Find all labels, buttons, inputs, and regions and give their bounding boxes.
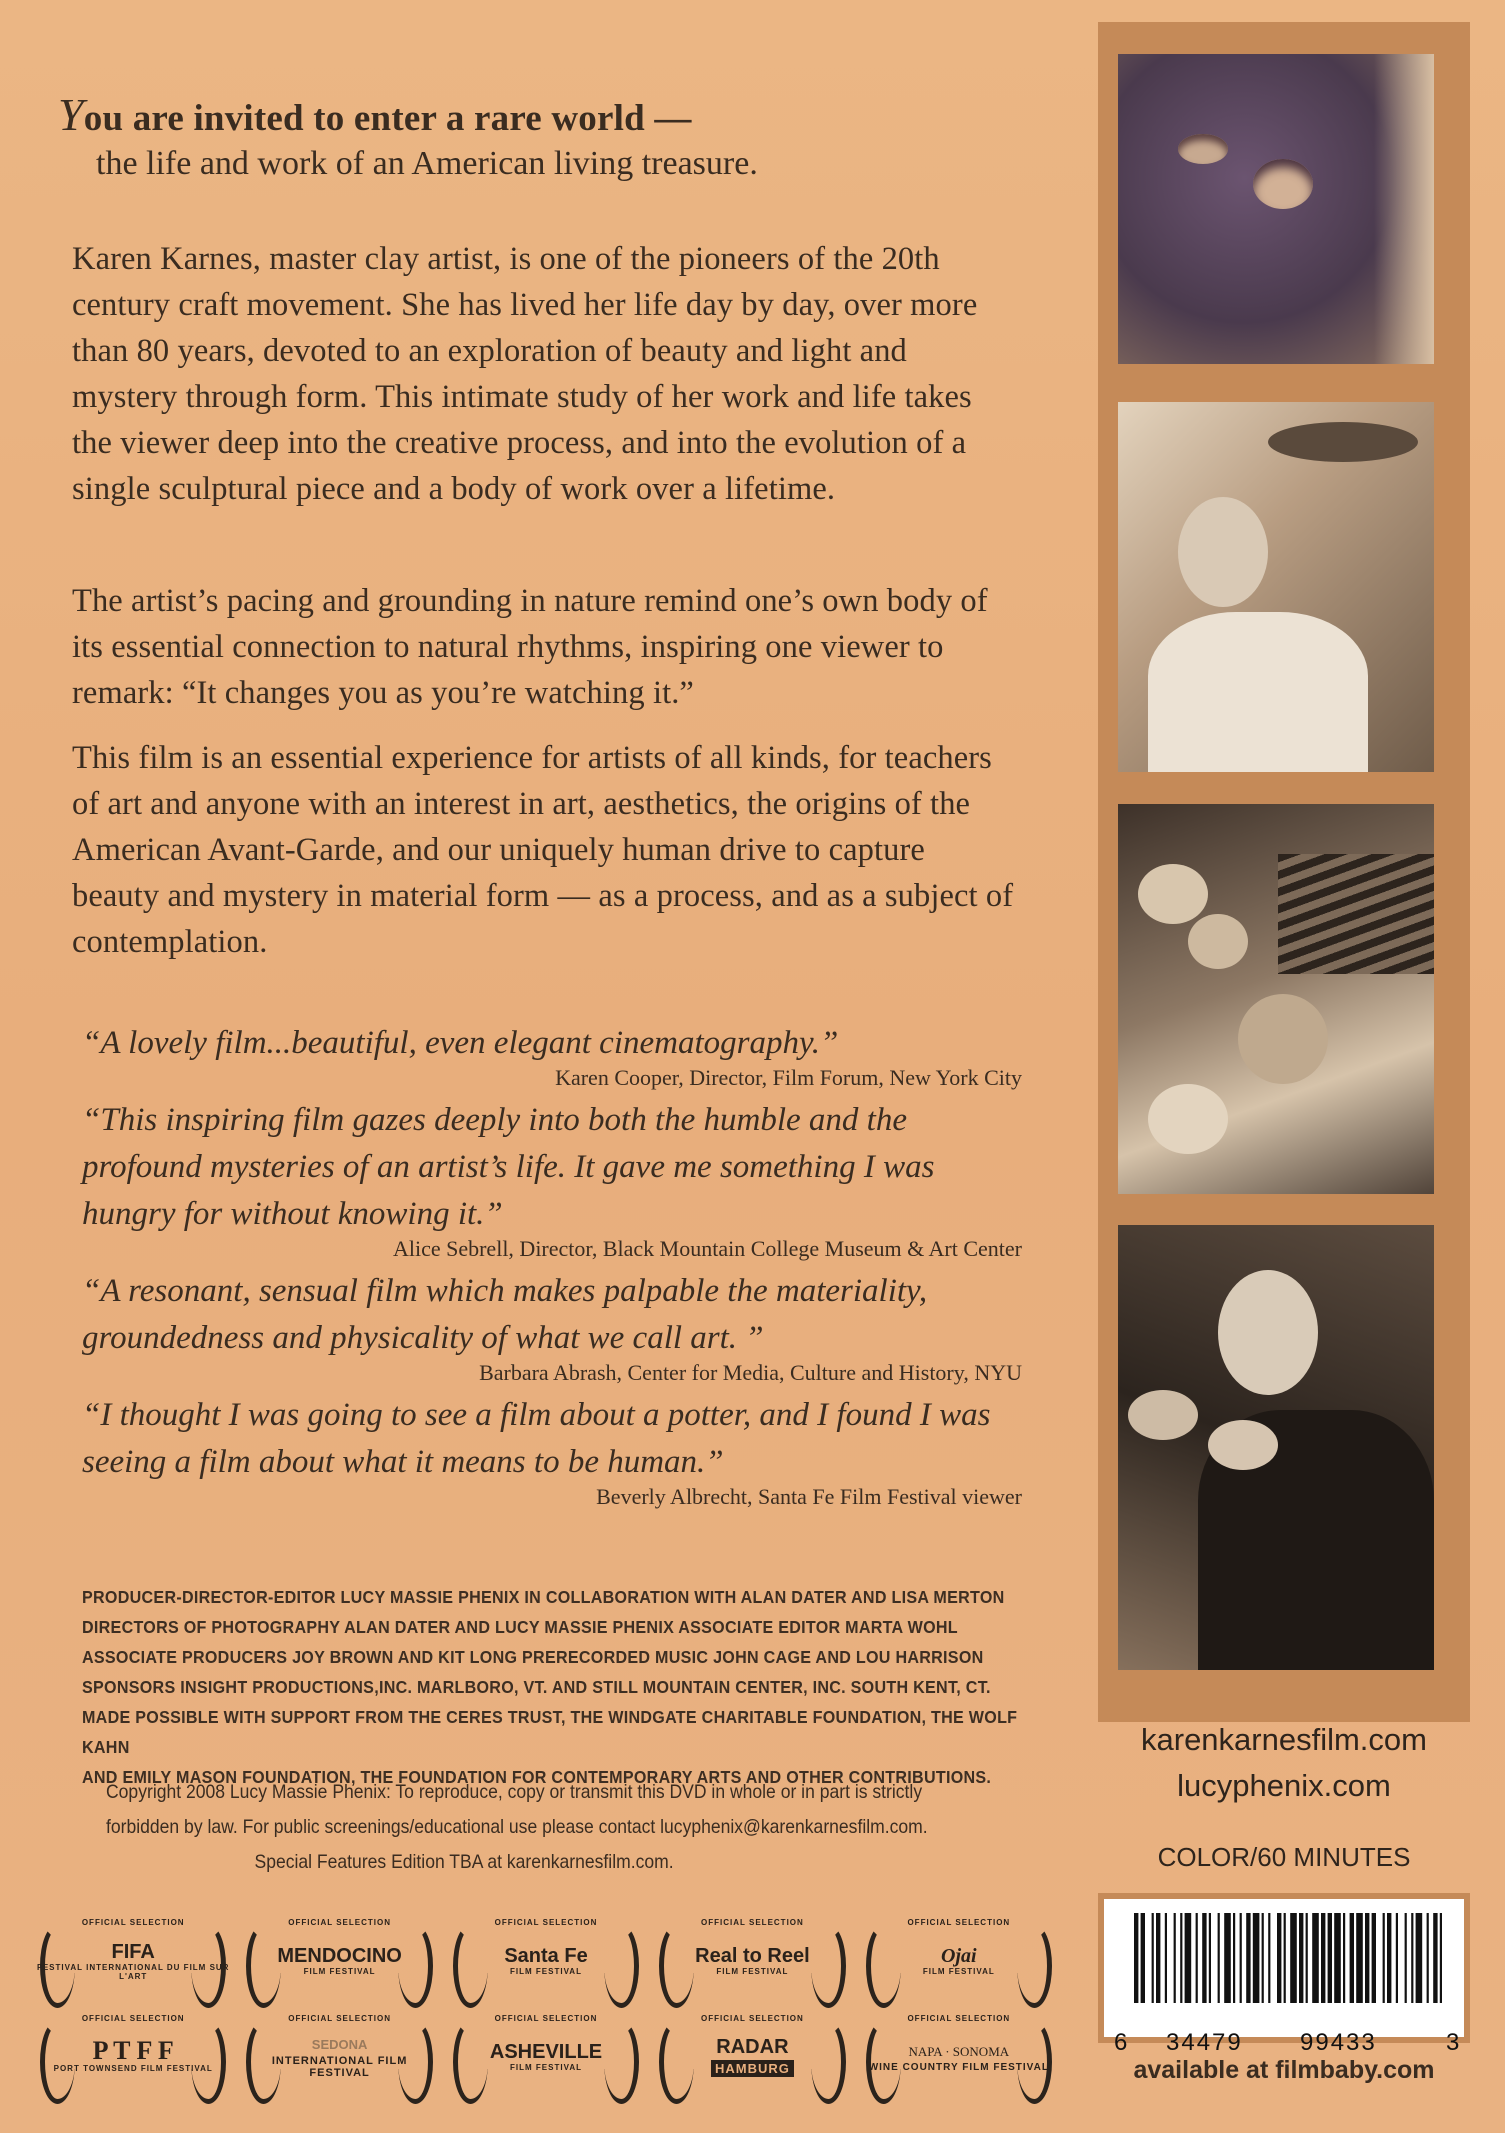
photo-artist-at-wheel [1118, 804, 1434, 1194]
barcode-bar [1343, 1913, 1345, 2003]
upc-barcode [1098, 1893, 1470, 2056]
portrait-hand-left [1128, 1390, 1198, 1440]
website-karenkarnesfilm[interactable]: karenkarnesfilm.com [1141, 1722, 1427, 1757]
barcode-bar [1262, 1913, 1264, 2003]
barcode-bar [1440, 1913, 1442, 2003]
vessel-background [1374, 54, 1434, 364]
barcode-bar [1312, 1913, 1319, 2003]
laurel-official-label: OFFICIAL SELECTION [701, 2014, 804, 2023]
barcode-bar [1372, 1913, 1376, 2003]
credit-line-3: ASSOCIATE PRODUCERS JOY BROWN AND KIT LONG PRERECORDED MUSIC JOHN CAGE AND LOU HARRISON [82, 1647, 984, 1667]
laurel-sub: PORT TOWNSEND FILM FESTIVAL [53, 2064, 213, 2073]
barcode-bar [1233, 1913, 1235, 2003]
photo-artist-lifting-piece [1118, 402, 1434, 772]
barcode-bar [1405, 1913, 1407, 2003]
barcode-bar [1299, 1913, 1303, 2003]
barcode-bar [1134, 1913, 1138, 2003]
laurel-official-label: OFFICIAL SELECTION [494, 1918, 598, 1927]
bowl [1148, 1084, 1228, 1154]
barcode-bar [1387, 1913, 1391, 2003]
barcode-bar [1334, 1913, 1341, 2003]
laurel-sub: FILM FESTIVAL [716, 1967, 789, 1976]
barcode-bar [1427, 1913, 1429, 2003]
barcode-bar [1306, 1913, 1308, 2003]
laurel-sub: FILM FESTIVAL [303, 1967, 376, 1976]
barcode-bar [1411, 1913, 1413, 2003]
barcode-bar [1350, 1913, 1354, 2003]
laurel-real-to-reel [655, 1918, 849, 2004]
photo-artist-portrait [1118, 1225, 1434, 1670]
laurel-radar-hamburg [655, 2014, 849, 2100]
laurel-official-label: OFFICIAL SELECTION [907, 1918, 1011, 1927]
copyright-line-2: forbidden by law. For public screenings/educational use please contact lucyphenix@karenkarnesfilm.com. [106, 1816, 928, 1838]
credit-line-2: DIRECTORS OF PHOTOGRAPHY ALAN DATER AND LUCY MASSIE PHENIX ASSOCIATE EDITOR MARTA WOHL [82, 1617, 958, 1637]
laurel-sub: WINE COUNTRY FILM FESTIVAL [868, 2061, 1049, 2073]
barcode-bar [1277, 1913, 1281, 2003]
barcode-digits-right: 99433 [1300, 2029, 1377, 2056]
barcode-bar [1246, 1913, 1250, 2003]
credit-line-1: PRODUCER-DIRECTOR-EDITOR LUCY MASSIE PHENIX IN COLLABORATION WITH ALAN DATER AND LISA MERTON [82, 1587, 1005, 1607]
barcode-bar [1268, 1913, 1270, 2003]
production-credits [82, 1582, 1039, 1792]
tagline [58, 88, 1038, 183]
photo-strip [1098, 22, 1470, 1722]
quote-2-attribution: Alice Sebrell, Director, Black Mountain College Museum & Art Center [392, 1236, 1022, 1261]
laurel-official-label: OFFICIAL SELECTION [907, 2014, 1011, 2023]
laurel-name: Real to Reel [695, 1945, 810, 1967]
barcode-bar [1196, 1913, 1198, 2003]
laurel-sub: FESTIVAL INTERNATIONAL DU FILM SUR L'ART [36, 1962, 230, 1981]
laurel-row-2 [36, 2014, 1056, 2100]
vessel-opening-1 [1178, 134, 1228, 164]
photo-vessel [1118, 54, 1434, 364]
barcode-bar [1383, 1913, 1385, 2003]
quote-2: “This inspiring film gazes deeply into both the humble and the profound mysteries of an artist’s life. It gave me something I was hungry for without knowing it.” [82, 1102, 935, 1232]
laurel-official-label: OFFICIAL SELECTION [494, 2014, 598, 2023]
quote-4-attribution: Beverly Albrecht, Santa Fe Film Festival viewer [596, 1484, 1022, 1509]
quote-1-attribution: Karen Cooper, Director, Film Forum, New York City [555, 1065, 1022, 1090]
barcode-bar [1152, 1913, 1154, 2003]
barcode-bar [1174, 1913, 1176, 2003]
tagline-line-1 [58, 88, 1038, 141]
barcode-bar [1141, 1913, 1145, 2003]
tagline-drop-cap: Y [58, 89, 84, 140]
festival-laurels [36, 1918, 1056, 2110]
pot-1 [1138, 864, 1208, 924]
laurel-name: NAPA · SONOMA [908, 2043, 1010, 2059]
laurel-official-label: OFFICIAL SELECTION [701, 1918, 804, 1927]
copyright-line-3: Special Features Edition TBA at karenkarnesfilm.com. [254, 1851, 674, 1873]
barcode-bar [1209, 1913, 1211, 2003]
laurel-ojai [862, 1918, 1056, 2004]
laurel-name: P T F F [92, 2036, 174, 2065]
copyright-notice [106, 1775, 1024, 1880]
vessel-opening-2 [1253, 159, 1313, 209]
laurel-santa-fe [449, 1918, 643, 2004]
barcode-bar [1433, 1913, 1437, 2003]
description-paragraph-1: Karen Karnes, master clay artist, is one of the pioneers of the 20th century craft movement. She has lived her life day by day, over more than 80 years, devoted to an exploration of beauty and light and mystery through form. This intimate study of her work and life takes the viewer deep into the creative process, and into the evolution of a single sculptural piece and a body of work over a lifetime. [72, 241, 978, 507]
barcode-bar [1240, 1913, 1242, 2003]
laurel-official-label: OFFICIAL SELECTION [288, 1918, 391, 1927]
barcode-bar [1416, 1913, 1423, 2003]
laurel-sub: FILM FESTIVAL [510, 2063, 582, 2072]
laurel-mendocino [242, 1918, 436, 2004]
quote-1: “A lovely film...beautiful, even elegant cinematography.” [82, 1025, 839, 1061]
laurel-name: Santa Fe [504, 1945, 588, 1967]
laurel-name: SEDONA [311, 2037, 368, 2052]
barcode-bar [1290, 1913, 1297, 2003]
credit-line-6: AND EMILY MASON FOUNDATION, THE FOUNDATION FOR CONTEMPORARY ARTS AND OTHER CONTRIBUTIONS. [82, 1767, 992, 1787]
barcode-bar [1165, 1913, 1167, 2003]
laurel-name: RADAR [716, 2036, 789, 2058]
artist-head [1178, 497, 1268, 607]
review-quotes [82, 1020, 1022, 1510]
pot-2 [1188, 914, 1248, 969]
barcode-bar [1328, 1913, 1332, 2003]
website-lucyphenix[interactable]: lucyphenix.com [1177, 1768, 1391, 1803]
quote-3-attribution: Barbara Abrash, Center for Media, Culture and History, NYU [479, 1360, 1022, 1385]
portrait-hand-right [1208, 1420, 1278, 1470]
artist-shirt [1148, 612, 1368, 772]
laurel-sub: FILM FESTIVAL [922, 1967, 995, 1976]
laurel-row-1 [36, 1918, 1056, 2004]
barcode-bar [1202, 1913, 1206, 2003]
barcode-bar [1253, 1913, 1260, 2003]
barcode-bar [1185, 1913, 1192, 2003]
barcode-bar [1396, 1913, 1398, 2003]
laurel-sedona [242, 2014, 436, 2100]
laurel-ptff [36, 2014, 230, 2100]
striped-shirt [1278, 854, 1434, 974]
laurel-name: Ojai [941, 1945, 977, 1967]
laurel-name: MENDOCINO [277, 1945, 402, 1967]
barcode-bars [1134, 1913, 1444, 2003]
barcode-bar [1365, 1913, 1369, 2003]
barcode-bar [1224, 1913, 1231, 2003]
description-paragraph-2: The artist’s pacing and grounding in nature remind one’s own body of its essential connection to natural rhythms, inspiring one viewer to remark: “It changes you as you’re watching it.” [72, 583, 988, 711]
barcode-digits-left: 34479 [1166, 2029, 1243, 2056]
laurel-official-label: OFFICIAL SELECTION [81, 2014, 185, 2023]
laurel-official-label: OFFICIAL SELECTION [288, 2014, 391, 2023]
availability-note: available at filmbaby.com [1133, 2056, 1435, 2084]
laurel-name: ASHEVILLE [489, 2041, 603, 2063]
laurel-asheville [449, 2014, 643, 2100]
barcode-bar [1156, 1913, 1160, 2003]
barcode-bar [1218, 1913, 1220, 2003]
portrait-face [1218, 1270, 1318, 1395]
quote-4: “I thought I was going to see a film about a potter, and I found I was seeing a film about what it means to be human.” [82, 1397, 991, 1480]
barcode-bar [1356, 1913, 1363, 2003]
copyright-line-1: Copyright 2008 Lucy Massie Phenix: To reproduce, copy or transmit this DVD in whole or in part is strictly [106, 1781, 923, 1803]
barcode-bar [1180, 1913, 1182, 2003]
laurel-sub: HAMBURG [711, 2060, 794, 2077]
barcode-bar [1321, 1913, 1325, 2003]
laurel-fifa [36, 1918, 230, 2004]
credit-line-5: MADE POSSIBLE WITH SUPPORT FROM THE CERES TRUST, THE WINDGATE CHARITABLE FOUNDATION, THE WOLF KAHN [82, 1707, 1018, 1757]
description-paragraph-3: This film is an essential experience for artists of all kinds, for teachers of art and anyone with an interest in art, aesthetics, the origins of the American Avant-Garde, and our uniquely human drive to capture beauty and mystery in material form — as a process, and as a subject of contemplation. [72, 740, 1014, 960]
barcode-digit-lead: 6 [1114, 2029, 1130, 2056]
pot-on-wheel [1238, 994, 1328, 1084]
credit-line-4: SPONSORS INSIGHT PRODUCTIONS,INC. MARLBORO, VT. AND STILL MOUNTAIN CENTER, INC. SOUTH KENT, CT. [82, 1677, 991, 1697]
laurel-sub: INTERNATIONAL FILM FESTIVAL [271, 2055, 408, 2079]
tagline-line-1-text: ou are invited to enter a rare world — [83, 98, 692, 139]
laurel-napa-sonoma [862, 2014, 1056, 2100]
format-runtime: COLOR/60 MINUTES [1157, 1842, 1411, 1872]
tagline-line-2: the life and work of an American living treasure. [96, 145, 758, 182]
clay-piece [1268, 422, 1418, 462]
laurel-name: FIFA [111, 1940, 155, 1963]
barcode-bar [1284, 1913, 1286, 2003]
laurel-official-label: OFFICIAL SELECTION [81, 1918, 185, 1927]
laurel-sub: FILM FESTIVAL [510, 1967, 582, 1976]
quote-3: “A resonant, sensual film which makes palpable the materiality, groundedness and physicality of what we call art. ” [82, 1273, 928, 1356]
barcode-digit-check: 3 [1446, 2029, 1462, 2056]
